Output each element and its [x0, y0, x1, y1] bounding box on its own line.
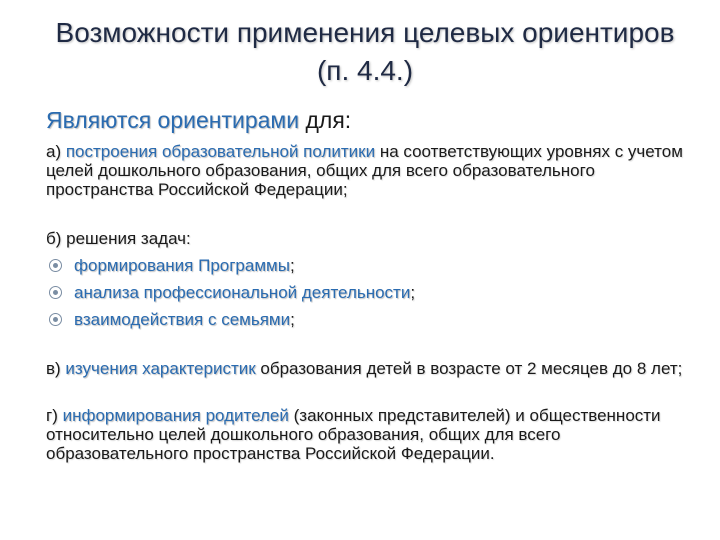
list-item — [46, 306, 686, 333]
item-g-prefix: г) — [46, 406, 63, 425]
heading-rest: для: — [299, 107, 352, 133]
item-v — [46, 359, 686, 378]
item-b-prefix: б) решения задач: — [46, 229, 191, 248]
item-g-highlight: информирования родителей — [62, 406, 289, 425]
item-g-rest: (законных представителей) и общественности относительно целей дошкольного образования, общих для всего образовательного пространства Российской Федерации. — [46, 406, 661, 463]
heading-highlight: Являются ориентирами — [46, 107, 300, 133]
slide-title-line2: (п. 4.4.) — [316, 55, 414, 86]
item-a-highlight: построения образовательной политики — [65, 142, 376, 161]
item-a — [46, 142, 686, 199]
circle-bullet-icon — [49, 259, 62, 272]
slide-title — [20, 14, 710, 90]
list-item — [46, 279, 686, 306]
circle-bullet-icon — [49, 313, 62, 326]
bullet-text: формирования Программы — [74, 256, 290, 275]
bullet-suffix: ; — [289, 256, 295, 275]
bullet-text: анализа профессиональной деятельности — [74, 283, 411, 302]
item-v-highlight: изучения характеристик — [65, 359, 256, 378]
bullet-text: взаимодействия с семьями — [74, 310, 291, 329]
list-item — [46, 252, 686, 279]
item-b — [46, 225, 686, 333]
item-v-prefix: в) — [46, 359, 66, 378]
item-a-prefix: а) — [46, 142, 66, 161]
item-g — [46, 406, 686, 463]
bullet-suffix: ; — [410, 283, 416, 302]
slide-title-line1: Возможности применения целевых ориентиров — [55, 17, 675, 48]
bullet-suffix: ; — [290, 310, 295, 329]
item-a-rest: на соответствующих уровнях с учетом целей дошкольного образования, общих для всего образовательного пространства Российской Федерации; — [46, 142, 683, 199]
section-heading — [46, 106, 686, 134]
slide-content — [46, 106, 686, 463]
circle-bullet-icon — [49, 286, 62, 299]
item-v-rest: образования детей в возрасте от 2 месяцев до 8 лет; — [255, 359, 683, 378]
